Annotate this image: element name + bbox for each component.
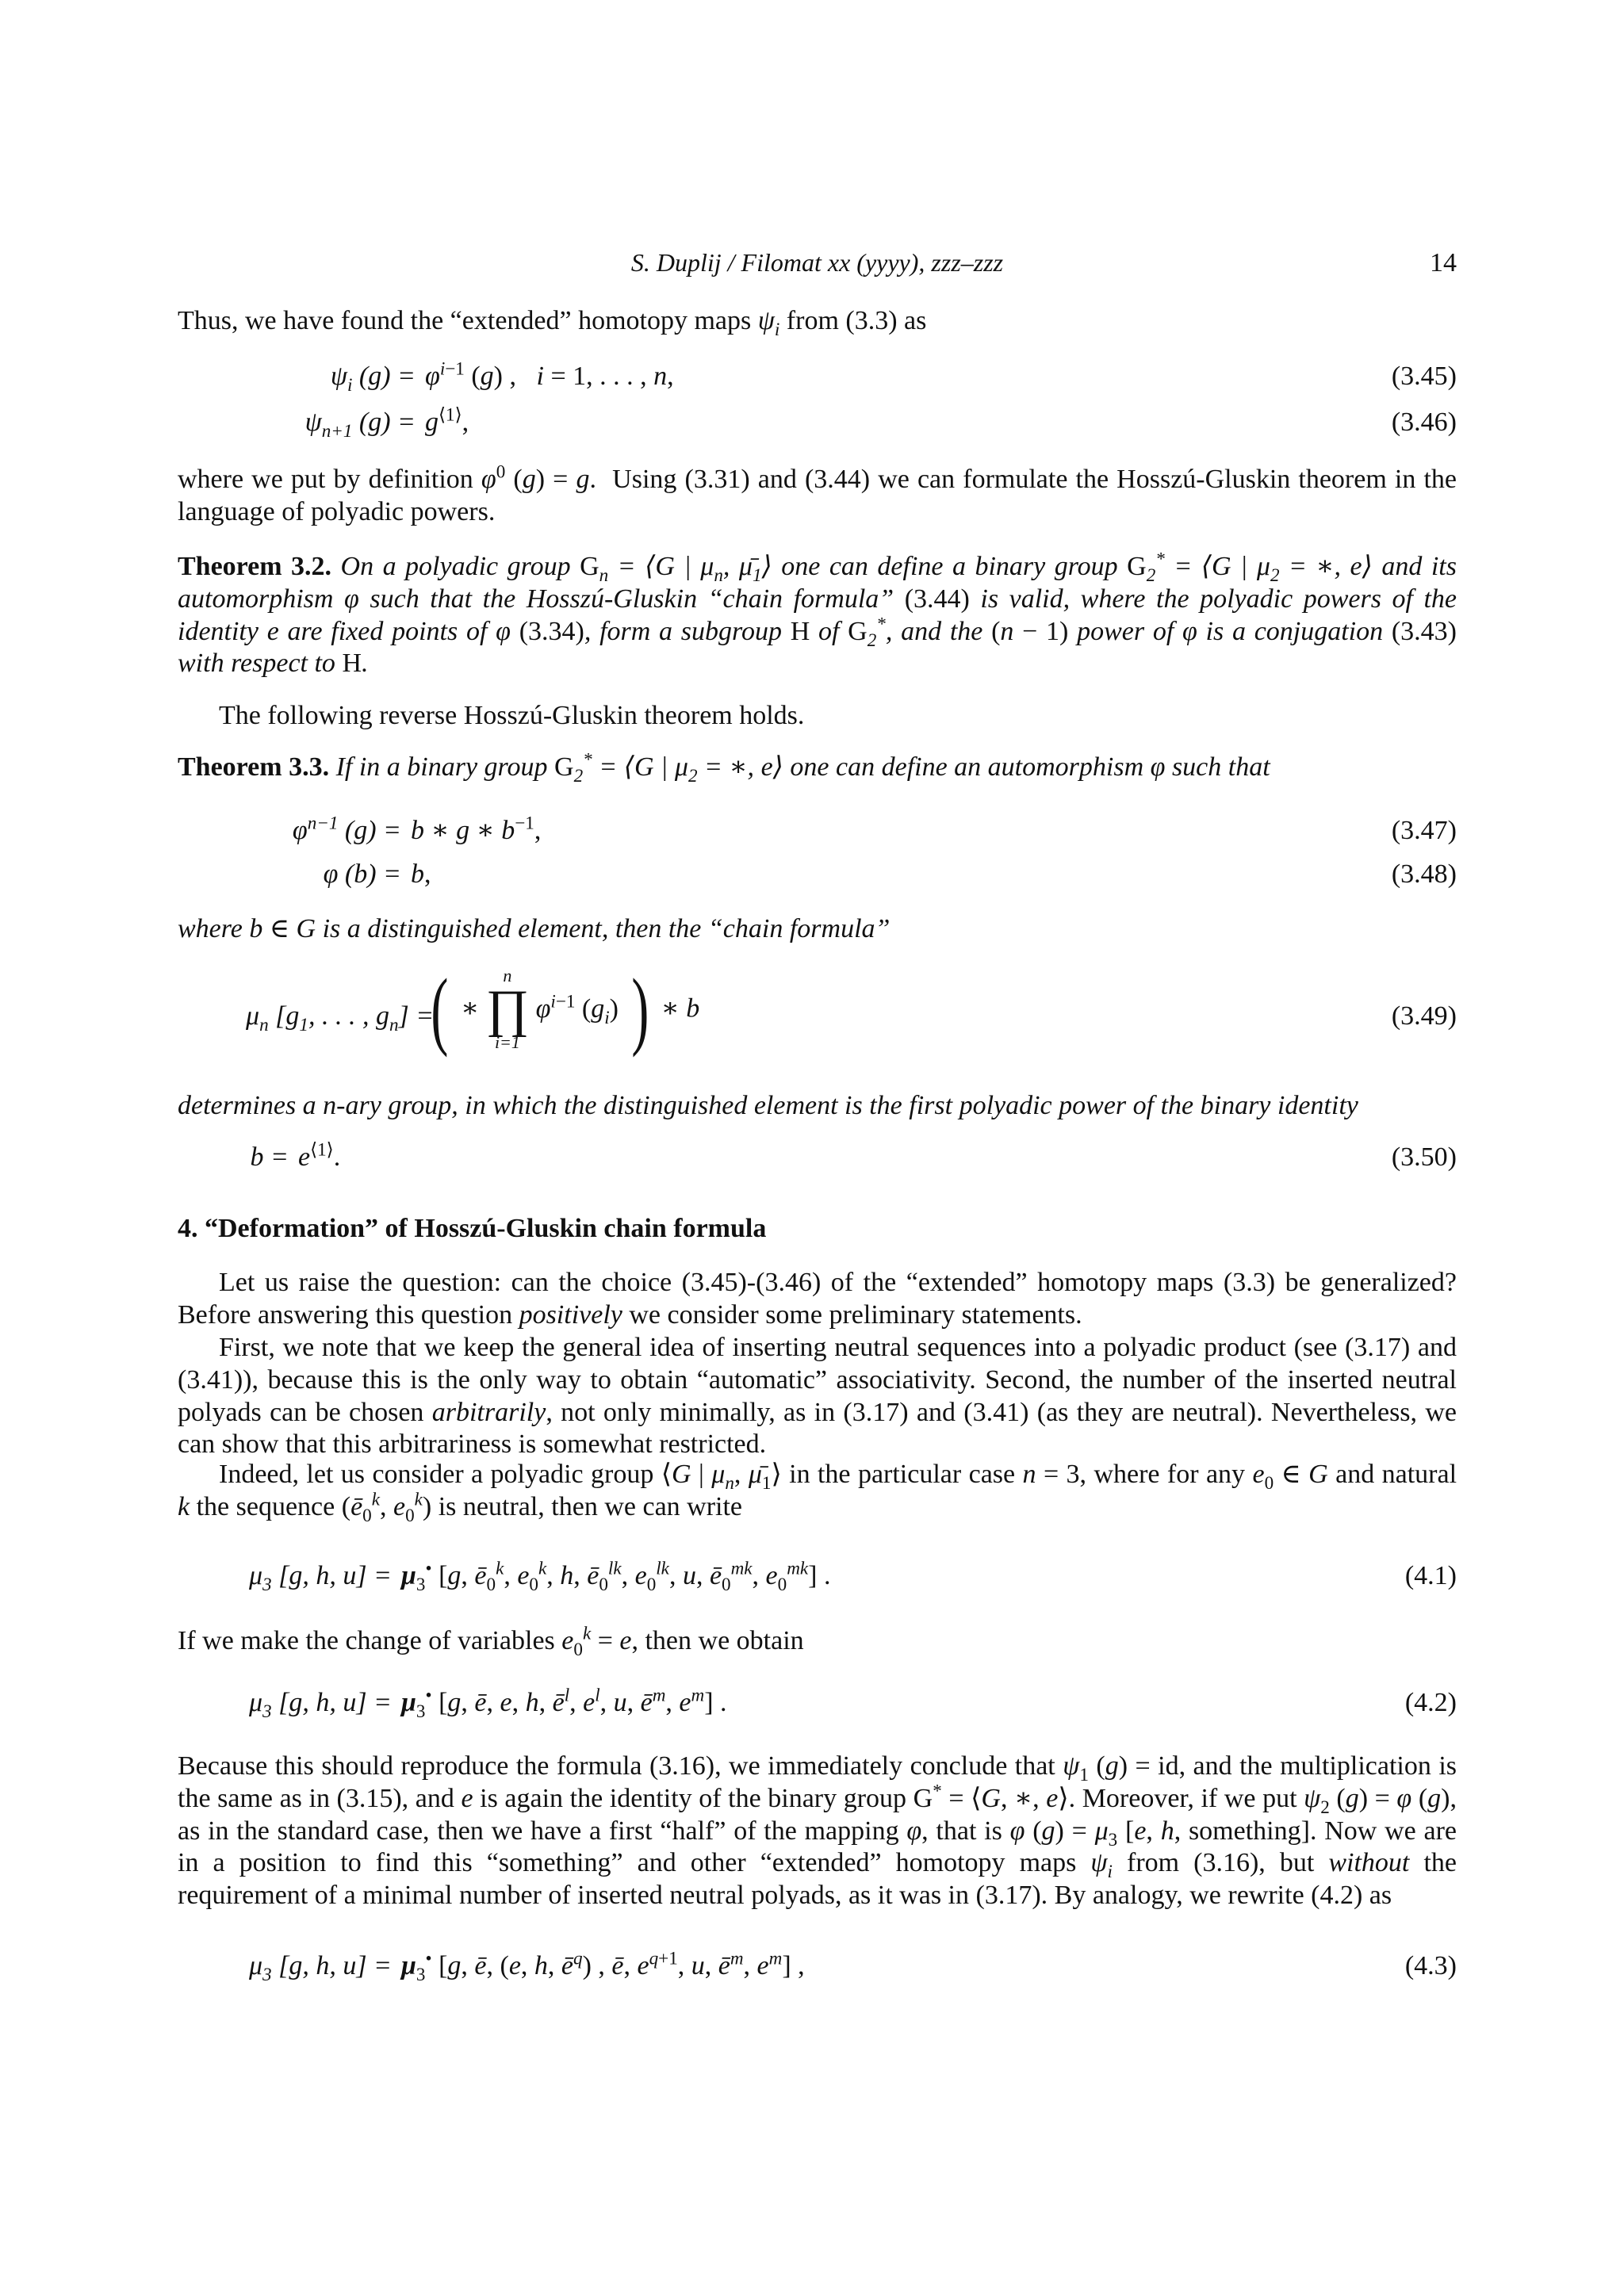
eq-lhs: φ (b) = (323, 859, 401, 889)
eq-rhs: b, (411, 859, 431, 889)
eq-lhs: $\psi_i$ (g) = (330, 362, 416, 396)
equation-number: (3.45) (1391, 362, 1457, 391)
equation-3-47 (178, 815, 1457, 850)
running-title: S. Duplij / Filomat xx (yyyy), zzz–zzz (630, 248, 1004, 277)
equation-number: (4.1) (1404, 1561, 1457, 1590)
product-operator: n ∏ i=1 (485, 965, 530, 1053)
paragraph: Because this should reproduce the formula (3.16), we immediately conclude that $\psi_1$ (g) = id, and the multiplication is the same as in (3.15), and e is again the identity of the binary group G* = ⟨G, ∗, e⟩. Moreover, if we put $\psi_2$ (g) = φ (g), as in the standard case, then we have a first “half” of the mapping φ, that is φ $(g) = \mu_3$ [e, h, something]. Now we are in a position to find this “something” and other “extended” homotopy maps $\psi_i$ from (3.16), but without the requirement of a minimal number of inserted neutral polyads, as it was in (3.17). By analogy, we rewrite (4.2) as (178, 1751, 1457, 1911)
paragraph: determines a n-ary group, in which the distinguished element is the first polyadic power of the binary identity (178, 1091, 1358, 1120)
eq-lhs: $\mu_3$ [g, h, u] = (248, 1561, 392, 1595)
eq-lhs: $\varphi^{n-1}$ (g) = (292, 813, 401, 845)
page-number: 14 (1430, 248, 1457, 277)
equation-number: (3.48) (1391, 859, 1457, 889)
eq-rhs: $\mu_3^•$ [g, ē, (e, h, $ē^q$) , ē, $e^{q+1}$, u, $ē^m$, $e^m$] , (401, 1948, 805, 1985)
eq-lhs: $\mu_n$ [$g_1$, . . . , $g_n$] = (246, 1001, 435, 1035)
running-head (178, 247, 1457, 282)
paragraph: If we make the change of variables $e_0^k = e$, then we obtain (178, 1623, 804, 1660)
eq-rhs: $e^{⟨1⟩}$. (298, 1139, 341, 1172)
eq-lhs: $\psi_{n+1}$ (g) = (304, 408, 416, 442)
equation-3-46 (178, 404, 1457, 442)
eq-rhs: $\mu_3^•$ [g, ē, e, h, $ē^l$, $e^l$, u, $ē^m$, $e^m$] . (401, 1685, 727, 1722)
eq-rhs: $\varphi^{i-1}$ (g) , i = 1, . . . , n, (425, 358, 674, 391)
equation-number: (3.47) (1391, 816, 1457, 845)
equation-3-50 (178, 1139, 1457, 1177)
equation-number: (3.46) (1391, 408, 1457, 437)
equation-4-2 (178, 1687, 1457, 1722)
paragraph: where b ∈ G is a distinguished element, then the “chain formula” (178, 914, 891, 943)
eq-lhs: $\mu_3$ [g, h, u] = (248, 1951, 392, 1985)
paragraph: Let us raise the question: can the choice (3.45)-(3.46) of the “extended” homotopy maps (3.3) be generalized? Before answering this question positively we consider some preliminary statements. (178, 1268, 1457, 1330)
theorem-label: Theorem 3.2. (178, 552, 332, 581)
paragraph: First, we note that we keep the general idea of inserting neutral sequences into a polyadic product (see (3.17) and (3.41)), because this is the only way to obtain “automatic” associativity. Second, the number of the inserted neutral polyads can be chosen arbitrarily, not only minimally, as in (3.17) and (3.41) (as they are neutral). Nevertheless, we can show that this arbitrariness is somewhat restricted. (178, 1333, 1457, 1460)
eq-lhs: $\mu_3$ [g, h, u] = (248, 1688, 392, 1722)
eq-rhs: $\mu_3^•$ [g, $ē_0^k$, $e_0^k$, h, $ē_0^{lk}$, $e_0^{lk}$, u, $ē_0^{mk}$, $e_0^{mk}$] . (401, 1558, 831, 1595)
equation-3-45 (178, 358, 1457, 396)
eq-rhs: b ∗ g ∗ $b^{-1}$, (411, 813, 542, 845)
theorem-3-2: Theorem 3.2. On a polyadic group $G_n$ = ⟨G | $\mu_n$, $\mū_1⟩$ one can define a binary group $G_2^*$ = ⟨G | $\mu_2$ = ∗, e⟩ and its automorphism φ such that the Hosszú-Gluskin “chain formula” (3.44) is valid, where the polyadic powers of the identity e are fixed points of φ (3.34), form a subgroup H of $G_2^*$, and the (n − 1) power of φ is a conjugation (3.43) with respect to H. (178, 549, 1457, 679)
equation-number: (3.50) (1391, 1142, 1457, 1172)
paragraph: Thus, we have found the “extended” homotopy maps $\psi_i$ from (3.3) as (178, 306, 927, 340)
section-heading: 4. “Deformation” of Hosszú-Gluskin chain formula (178, 1214, 767, 1243)
equation-number: (3.49) (1391, 1001, 1457, 1031)
paragraph: Indeed, let us consider a polyadic group ⟨G | $\mu_n$, $\mū_1⟩$ in the particular case n = 3, where for any $e_0$ ∈ G and natural k the sequence ($ē_0^k$, $e_0^k$) is neutral, then we can write (178, 1460, 1457, 1526)
eq-rhs: $g^{⟨1⟩}$, (425, 404, 469, 437)
eq-rhs: ( ∗ n ∏ i=1 $\varphi^{i-1}$ $(g_i)$ ) ∗ b (431, 961, 700, 1058)
equation-4-3 (178, 1950, 1457, 1985)
paragraph: where we put by definition $\varphi^0$ (g) = g. Using (3.31) and (3.44) we can formulate the Hosszú-Gluskin theorem in the language of polyadic powers. (178, 461, 1457, 526)
equation-number: (4.2) (1404, 1688, 1457, 1717)
equation-3-49 (178, 961, 1457, 1077)
equation-3-48 (178, 859, 1457, 894)
paragraph: The following reverse Hosszú-Gluskin theorem holds. (219, 701, 805, 730)
equation-number: (4.3) (1404, 1951, 1457, 1980)
equation-4-1 (178, 1560, 1457, 1595)
theorem-label: Theorem 3.3. (178, 752, 330, 782)
eq-lhs: b = (250, 1142, 289, 1172)
theorem-3-3: Theorem 3.3. If in a binary group $G_2^*$ = ⟨G | $\mu_2$ = ∗, e⟩ one can define an automorphism φ such that (178, 749, 1270, 786)
